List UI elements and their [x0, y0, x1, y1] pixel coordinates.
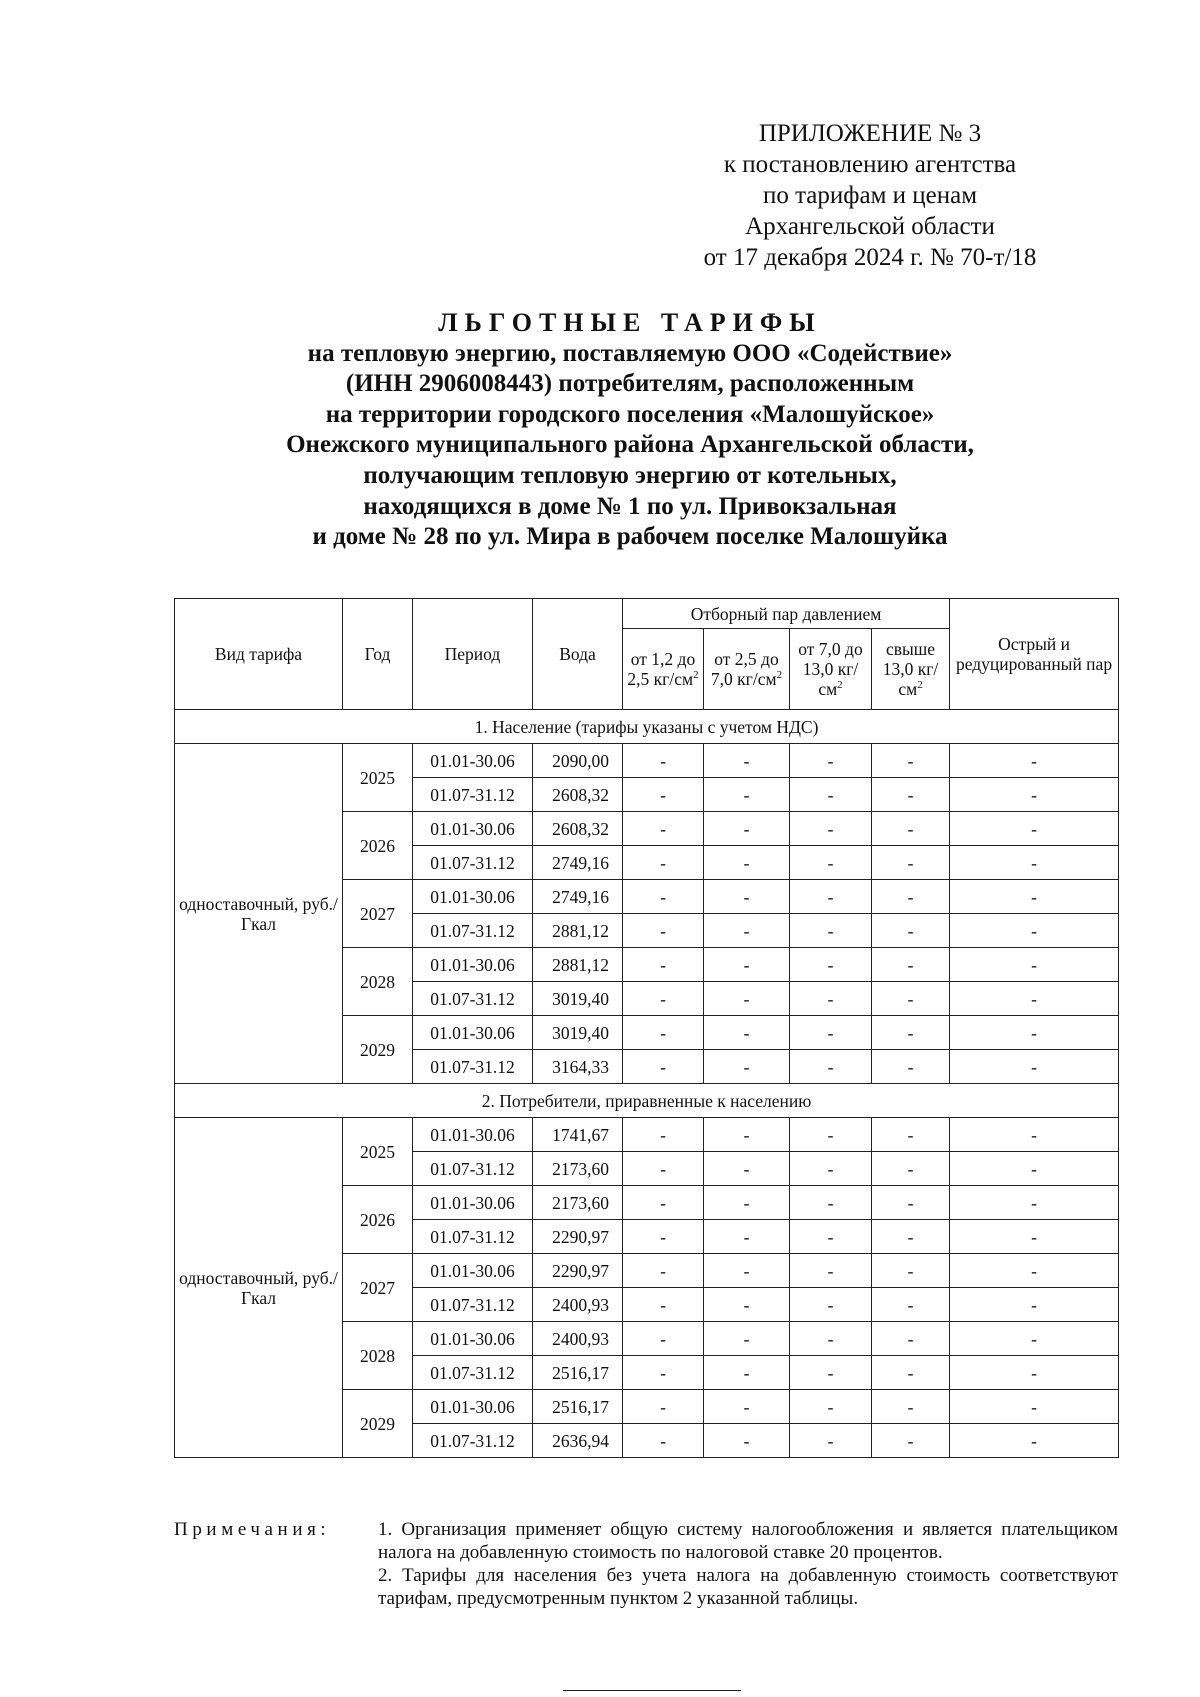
- water-tariff-cell: 2173,60: [533, 1152, 623, 1186]
- acute-steam-cell: -: [950, 1390, 1119, 1424]
- steam-1-cell: -: [623, 948, 704, 982]
- title-line: на тепловую энергию, поставляемую ООО «Содействие»: [307, 339, 953, 367]
- steam-1-cell: -: [623, 1016, 704, 1050]
- period-cell: 01.07-31.12: [413, 914, 533, 948]
- steam-4-cell: -: [872, 1254, 950, 1288]
- steam-4-cell: -: [872, 1356, 950, 1390]
- title-line: получающим тепловую энергию от котельных,: [363, 461, 897, 489]
- acute-steam-cell: -: [950, 1186, 1119, 1220]
- steam-1-cell: -: [623, 1152, 704, 1186]
- header-water: Вода: [533, 599, 623, 710]
- water-tariff-cell: 1741,67: [533, 1118, 623, 1152]
- steam-2-cell: -: [704, 846, 790, 880]
- section-title: 1. Население (тарифы указаны с учетом НДС): [175, 710, 1119, 744]
- steam-3-cell: -: [790, 1254, 872, 1288]
- steam-3-cell: -: [790, 1220, 872, 1254]
- steam-2-cell: -: [704, 880, 790, 914]
- water-tariff-cell: 3019,40: [533, 1016, 623, 1050]
- steam-1-cell: -: [623, 880, 704, 914]
- acute-steam-cell: -: [950, 1322, 1119, 1356]
- steam-2-cell: -: [704, 1118, 790, 1152]
- period-cell: 01.07-31.12: [413, 982, 533, 1016]
- header-period: Период: [413, 599, 533, 710]
- steam-2-cell: -: [704, 1016, 790, 1050]
- water-tariff-cell: 2608,32: [533, 778, 623, 812]
- steam-3-cell: -: [790, 914, 872, 948]
- acute-steam-cell: -: [950, 846, 1119, 880]
- superscript: 2: [837, 679, 843, 692]
- steam-4-cell: -: [872, 982, 950, 1016]
- steam-1-cell: -: [623, 812, 704, 846]
- steam-1-cell: -: [623, 1424, 704, 1458]
- steam-1-cell: -: [623, 1118, 704, 1152]
- header-steam-3: [790, 629, 872, 710]
- steam-4-cell: -: [872, 1322, 950, 1356]
- steam-4-cell: -: [872, 1186, 950, 1220]
- steam-2-cell: -: [704, 1050, 790, 1084]
- steam-2-cell: -: [704, 982, 790, 1016]
- steam-3-cell: -: [790, 982, 872, 1016]
- header-steam-4: [872, 629, 950, 710]
- steam-4-cell: -: [872, 1118, 950, 1152]
- period-cell: 01.07-31.12: [413, 1220, 533, 1254]
- period-cell: 01.07-31.12: [413, 1050, 533, 1084]
- steam-3-cell: -: [790, 778, 872, 812]
- acute-steam-cell: -: [950, 812, 1119, 846]
- appendix-number: ПРИЛОЖЕНИЕ № 3: [758, 120, 982, 147]
- water-tariff-cell: 2290,97: [533, 1220, 623, 1254]
- steam-4-cell: -: [872, 1424, 950, 1458]
- steam-1-cell: -: [623, 1220, 704, 1254]
- steam-2-cell: -: [704, 1356, 790, 1390]
- water-tariff-cell: 2090,00: [533, 744, 623, 778]
- steam-3-cell: -: [790, 1118, 872, 1152]
- steam-3-cell: -: [790, 1050, 872, 1084]
- appendix-date: от 17 декабря 2024 г. № 70-т/18: [703, 244, 1037, 271]
- steam-4-cell: -: [872, 744, 950, 778]
- water-tariff-cell: 2173,60: [533, 1186, 623, 1220]
- table-row: [175, 1118, 1119, 1152]
- year-cell: 2029: [343, 1390, 413, 1458]
- tariff-table: [174, 598, 1119, 1458]
- acute-steam-cell: -: [950, 880, 1119, 914]
- steam-3-cell: -: [790, 1016, 872, 1050]
- steam-1-cell: -: [623, 846, 704, 880]
- acute-steam-cell: -: [950, 948, 1119, 982]
- period-cell: 01.07-31.12: [413, 1356, 533, 1390]
- steam-4-cell: -: [872, 1288, 950, 1322]
- period-cell: 01.01-30.06: [413, 1254, 533, 1288]
- steam-1-cell: -: [623, 1288, 704, 1322]
- steam-4-cell: -: [872, 914, 950, 948]
- closing-divider: [563, 1690, 741, 1691]
- steam-1-cell: -: [623, 1390, 704, 1424]
- document-title: [160, 308, 1100, 553]
- acute-steam-cell: -: [950, 1050, 1119, 1084]
- period-cell: 01.01-30.06: [413, 812, 533, 846]
- period-cell: 01.01-30.06: [413, 1390, 533, 1424]
- appendix-line: к постановлению агентства: [723, 151, 1017, 178]
- steam-3-cell: -: [790, 812, 872, 846]
- steam-4-cell: -: [872, 778, 950, 812]
- period-cell: 01.01-30.06: [413, 880, 533, 914]
- header-acute-steam: Острый и редуцированный пар: [950, 599, 1119, 710]
- section-row: [175, 710, 1119, 744]
- steam-1-cell: -: [623, 982, 704, 1016]
- water-tariff-cell: 2608,32: [533, 812, 623, 846]
- header-steam-2-text: от 2,5 до 7,0 кг/см: [710, 649, 779, 689]
- steam-1-cell: -: [623, 1186, 704, 1220]
- period-cell: 01.01-30.06: [413, 948, 533, 982]
- steam-1-cell: -: [623, 744, 704, 778]
- tariff-type-cell: одноставочный, руб./Гкал: [175, 744, 343, 1084]
- acute-steam-cell: -: [950, 1016, 1119, 1050]
- water-tariff-cell: 2516,17: [533, 1390, 623, 1424]
- period-cell: 01.01-30.06: [413, 744, 533, 778]
- steam-4-cell: -: [872, 1050, 950, 1084]
- period-cell: 01.07-31.12: [413, 1424, 533, 1458]
- acute-steam-cell: -: [950, 982, 1119, 1016]
- title-line: находящихся в доме № 1 по ул. Привокзальная: [363, 492, 897, 520]
- header-steam-4-text: свыше 13,0 кг/см: [882, 639, 939, 699]
- steam-3-cell: -: [790, 1322, 872, 1356]
- acute-steam-cell: -: [950, 1220, 1119, 1254]
- steam-4-cell: -: [872, 846, 950, 880]
- appendix-block: [660, 118, 1080, 273]
- water-tariff-cell: 2881,12: [533, 914, 623, 948]
- steam-2-cell: -: [704, 914, 790, 948]
- header-year: Год: [343, 599, 413, 710]
- steam-2-cell: -: [704, 744, 790, 778]
- notes-label: Примечания:: [174, 1519, 331, 1540]
- superscript: 2: [917, 679, 923, 692]
- water-tariff-cell: 2636,94: [533, 1424, 623, 1458]
- steam-2-cell: -: [704, 1152, 790, 1186]
- header-tariff-type: Вид тарифа: [175, 599, 343, 710]
- year-cell: 2029: [343, 1016, 413, 1084]
- year-cell: 2027: [343, 1254, 413, 1322]
- period-cell: 01.01-30.06: [413, 1186, 533, 1220]
- steam-2-cell: -: [704, 1186, 790, 1220]
- acute-steam-cell: -: [950, 1118, 1119, 1152]
- notes-body: [378, 1518, 1118, 1610]
- header-steam-1-text: от 1,2 до 2,5 кг/см: [627, 649, 696, 689]
- year-cell: 2027: [343, 880, 413, 948]
- steam-4-cell: -: [872, 1016, 950, 1050]
- year-cell: 2025: [343, 744, 413, 812]
- water-tariff-cell: 2516,17: [533, 1356, 623, 1390]
- steam-2-cell: -: [704, 812, 790, 846]
- steam-3-cell: -: [790, 880, 872, 914]
- acute-steam-cell: -: [950, 1424, 1119, 1458]
- steam-2-cell: -: [704, 1322, 790, 1356]
- steam-2-cell: -: [704, 948, 790, 982]
- steam-4-cell: -: [872, 812, 950, 846]
- year-cell: 2028: [343, 1322, 413, 1390]
- title-line: Онежского муниципального района Архангельской области,: [286, 431, 974, 459]
- water-tariff-cell: 2290,97: [533, 1254, 623, 1288]
- acute-steam-cell: -: [950, 1356, 1119, 1390]
- water-tariff-cell: 2749,16: [533, 846, 623, 880]
- title-line: и доме № 28 по ул. Мира в рабочем поселке Малошуйка: [312, 523, 948, 551]
- appendix-line: по тарифам и ценам: [762, 182, 978, 209]
- section-title: 2. Потребители, приравненные к населению: [175, 1084, 1119, 1118]
- header-steam-3-text: от 7,0 до 13,0 кг/см: [798, 639, 863, 699]
- steam-3-cell: -: [790, 1152, 872, 1186]
- tariff-table-body: [175, 710, 1119, 1458]
- water-tariff-cell: 2400,93: [533, 1322, 623, 1356]
- steam-3-cell: -: [790, 1186, 872, 1220]
- acute-steam-cell: -: [950, 1254, 1119, 1288]
- period-cell: 01.07-31.12: [413, 1152, 533, 1186]
- period-cell: 01.01-30.06: [413, 1016, 533, 1050]
- steam-2-cell: -: [704, 778, 790, 812]
- steam-2-cell: -: [704, 1288, 790, 1322]
- header-steam-group: Отборный пар давлением: [623, 599, 950, 629]
- superscript: 2: [693, 669, 699, 682]
- period-cell: 01.01-30.06: [413, 1118, 533, 1152]
- title-line: (ИНН 2906008443) потребителям, расположенным: [345, 370, 915, 398]
- steam-2-cell: -: [704, 1254, 790, 1288]
- steam-3-cell: -: [790, 1424, 872, 1458]
- note-2: 2. Тарифы для населения без учета налога на добавленную стоимость соответствуют тарифам, предусмотренным пунктом 2 указанной таблицы.: [378, 1565, 1118, 1609]
- steam-3-cell: -: [790, 846, 872, 880]
- tariff-type-cell: одноставочный, руб./Гкал: [175, 1118, 343, 1458]
- period-cell: 01.07-31.12: [413, 846, 533, 880]
- steam-4-cell: -: [872, 1390, 950, 1424]
- period-cell: 01.07-31.12: [413, 778, 533, 812]
- steam-1-cell: -: [623, 778, 704, 812]
- year-cell: 2026: [343, 812, 413, 880]
- steam-3-cell: -: [790, 744, 872, 778]
- acute-steam-cell: -: [950, 1152, 1119, 1186]
- acute-steam-cell: -: [950, 1288, 1119, 1322]
- steam-4-cell: -: [872, 948, 950, 982]
- steam-2-cell: -: [704, 1220, 790, 1254]
- table-row: [175, 744, 1119, 778]
- title-line: на территории городского поселения «Малошуйское»: [325, 400, 935, 428]
- water-tariff-cell: 2749,16: [533, 880, 623, 914]
- period-cell: 01.07-31.12: [413, 1288, 533, 1322]
- steam-4-cell: -: [872, 1152, 950, 1186]
- title-heading: ЛЬГОТНЫЕ ТАРИФЫ: [438, 308, 822, 337]
- appendix-line: Архангельской области: [745, 213, 995, 240]
- water-tariff-cell: 2400,93: [533, 1288, 623, 1322]
- water-tariff-cell: 3164,33: [533, 1050, 623, 1084]
- water-tariff-cell: 3019,40: [533, 982, 623, 1016]
- steam-1-cell: -: [623, 1050, 704, 1084]
- steam-3-cell: -: [790, 1390, 872, 1424]
- steam-4-cell: -: [872, 1220, 950, 1254]
- steam-4-cell: -: [872, 880, 950, 914]
- acute-steam-cell: -: [950, 778, 1119, 812]
- steam-2-cell: -: [704, 1390, 790, 1424]
- year-cell: 2026: [343, 1186, 413, 1254]
- acute-steam-cell: -: [950, 744, 1119, 778]
- steam-3-cell: -: [790, 1288, 872, 1322]
- steam-1-cell: -: [623, 1254, 704, 1288]
- note-1: 1. Организация применяет общую систему налогообложения и является плательщиком налога на добавленную стоимость по налоговой ставке 20 процентов.: [378, 1519, 1118, 1563]
- header-steam-1: [623, 629, 704, 710]
- acute-steam-cell: -: [950, 914, 1119, 948]
- steam-3-cell: -: [790, 948, 872, 982]
- year-cell: 2028: [343, 948, 413, 1016]
- steam-2-cell: -: [704, 1424, 790, 1458]
- steam-1-cell: -: [623, 1356, 704, 1390]
- steam-3-cell: -: [790, 1356, 872, 1390]
- year-cell: 2025: [343, 1118, 413, 1186]
- superscript: 2: [776, 669, 783, 682]
- header-steam-2: [704, 629, 790, 710]
- period-cell: 01.01-30.06: [413, 1322, 533, 1356]
- steam-1-cell: -: [623, 914, 704, 948]
- water-tariff-cell: 2881,12: [533, 948, 623, 982]
- steam-1-cell: -: [623, 1322, 704, 1356]
- section-row: [175, 1084, 1119, 1118]
